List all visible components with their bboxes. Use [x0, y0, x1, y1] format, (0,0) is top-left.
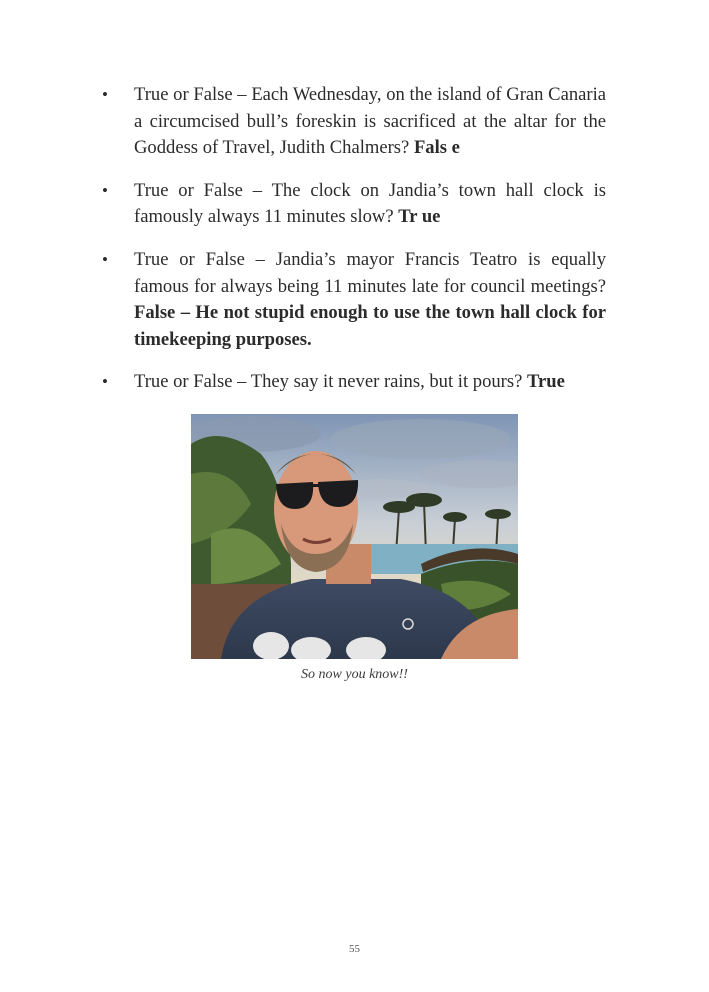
- list-item: [100, 247, 606, 353]
- question-text: True or False – Each Wednesday, on the island of Gran Canaria a circumcised bull’s foreskin is sacrificed at the altar for the Goddess of Travel, Judith Chalmers?: [134, 84, 606, 159]
- bullet: •: [102, 372, 108, 392]
- answer-text: Fals e: [413, 137, 460, 159]
- answer-text: Tr ue: [398, 206, 441, 228]
- answer-text: False – He not stupid enough to use the town hall clock for timekeeping purposes.: [134, 302, 606, 350]
- bullet: •: [102, 180, 108, 200]
- page-number: 55: [349, 943, 360, 955]
- bullet: •: [102, 85, 108, 104]
- list-item: [100, 369, 606, 396]
- question-text: True or False – They say it never rains, but it pours?: [134, 371, 527, 393]
- bullet: •: [102, 249, 108, 269]
- selfie-photo: [191, 414, 518, 659]
- question-text: True or False – The clock on Jandia’s town hall clock is famously always 11 minutes slow?: [134, 179, 606, 228]
- answer-text: True: [527, 371, 565, 393]
- question-text: True or False – Jandia’s mayor Francis Teatro is equally famous for always being 11 minutes late for council meetings?: [134, 248, 606, 297]
- photo-caption: So now you know!!: [301, 667, 408, 682]
- list-item: [100, 178, 606, 231]
- list-item: [100, 82, 606, 162]
- question-list: [100, 82, 606, 412]
